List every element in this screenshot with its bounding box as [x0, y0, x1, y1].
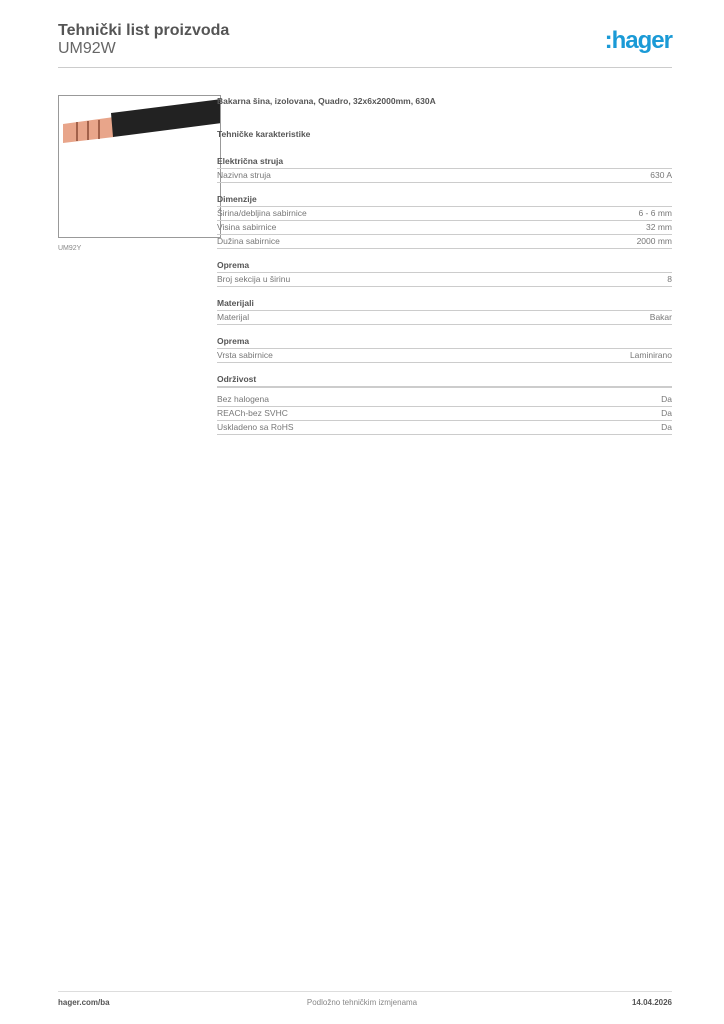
spec-value: 32 mm	[646, 222, 672, 232]
spec-label: Širina/debljina sabirnice	[217, 208, 307, 218]
tech-heading: Tehničke karakteristike	[217, 129, 311, 139]
product-description: Bakarna šina, izolovana, Quadro, 32x6x2000mm, 630A	[217, 96, 436, 106]
hager-logo: :hager	[604, 27, 672, 54]
page-title: Tehnički list proizvoda	[58, 22, 230, 39]
section-title: Električna struja	[217, 155, 672, 169]
spec-value: 8	[667, 274, 672, 284]
spec-section	[217, 259, 672, 287]
spec-row	[217, 349, 672, 363]
spec-section	[217, 155, 672, 183]
spec-row	[217, 221, 672, 235]
spec-row	[217, 393, 672, 407]
spec-value: 6 - 6 mm	[638, 208, 672, 218]
product-image	[58, 95, 221, 238]
image-caption: UM92Y	[58, 245, 82, 252]
spec-row	[217, 407, 672, 421]
spec-label: Vrsta sabirnice	[217, 350, 273, 360]
section-title: Dimenzije	[217, 193, 672, 207]
footer-divider	[58, 991, 672, 992]
spec-value: Bakar	[649, 312, 672, 322]
spec-row	[217, 235, 672, 249]
section-title: Oprema	[217, 259, 672, 273]
section-title: Održivost	[217, 373, 672, 388]
spec-row	[217, 421, 672, 435]
spec-value: Da	[661, 422, 672, 432]
spec-row	[217, 169, 672, 183]
spec-value: 630 A	[650, 170, 672, 180]
footer-website[interactable]: hager.com/ba	[58, 998, 110, 1007]
spec-value: Laminirano	[629, 350, 672, 360]
spec-label: Nazivna struja	[217, 170, 271, 180]
product-code: UM92W	[58, 40, 116, 57]
spec-value: Da	[661, 394, 672, 404]
spec-row	[217, 273, 672, 287]
spec-label: Broj sekcija u širinu	[217, 274, 291, 284]
spec-label: Visina sabirnice	[217, 222, 277, 232]
header-divider	[58, 67, 672, 68]
spec-label: REACh-bez SVHC	[217, 408, 288, 418]
spec-row	[217, 311, 672, 325]
spec-label: Bez halogena	[217, 394, 269, 404]
spec-row	[217, 207, 672, 221]
section-title: Oprema	[217, 335, 672, 349]
section-title: Materijali	[217, 297, 672, 311]
spec-value: Da	[661, 408, 672, 418]
spec-section	[217, 335, 672, 363]
spec-label: Materijal	[217, 312, 250, 322]
footer-date: 14.04.2026	[631, 998, 672, 1007]
spec-column	[217, 96, 672, 435]
spec-section	[217, 373, 672, 435]
spec-value: 2000 mm	[636, 236, 672, 246]
spec-label: Dužina sabirnice	[217, 236, 280, 246]
spec-label: Uskladeno sa RoHS	[217, 422, 294, 432]
spec-section	[217, 297, 672, 325]
footer-note: Podložno tehničkim izmjenama	[306, 998, 418, 1007]
spec-section	[217, 193, 672, 249]
